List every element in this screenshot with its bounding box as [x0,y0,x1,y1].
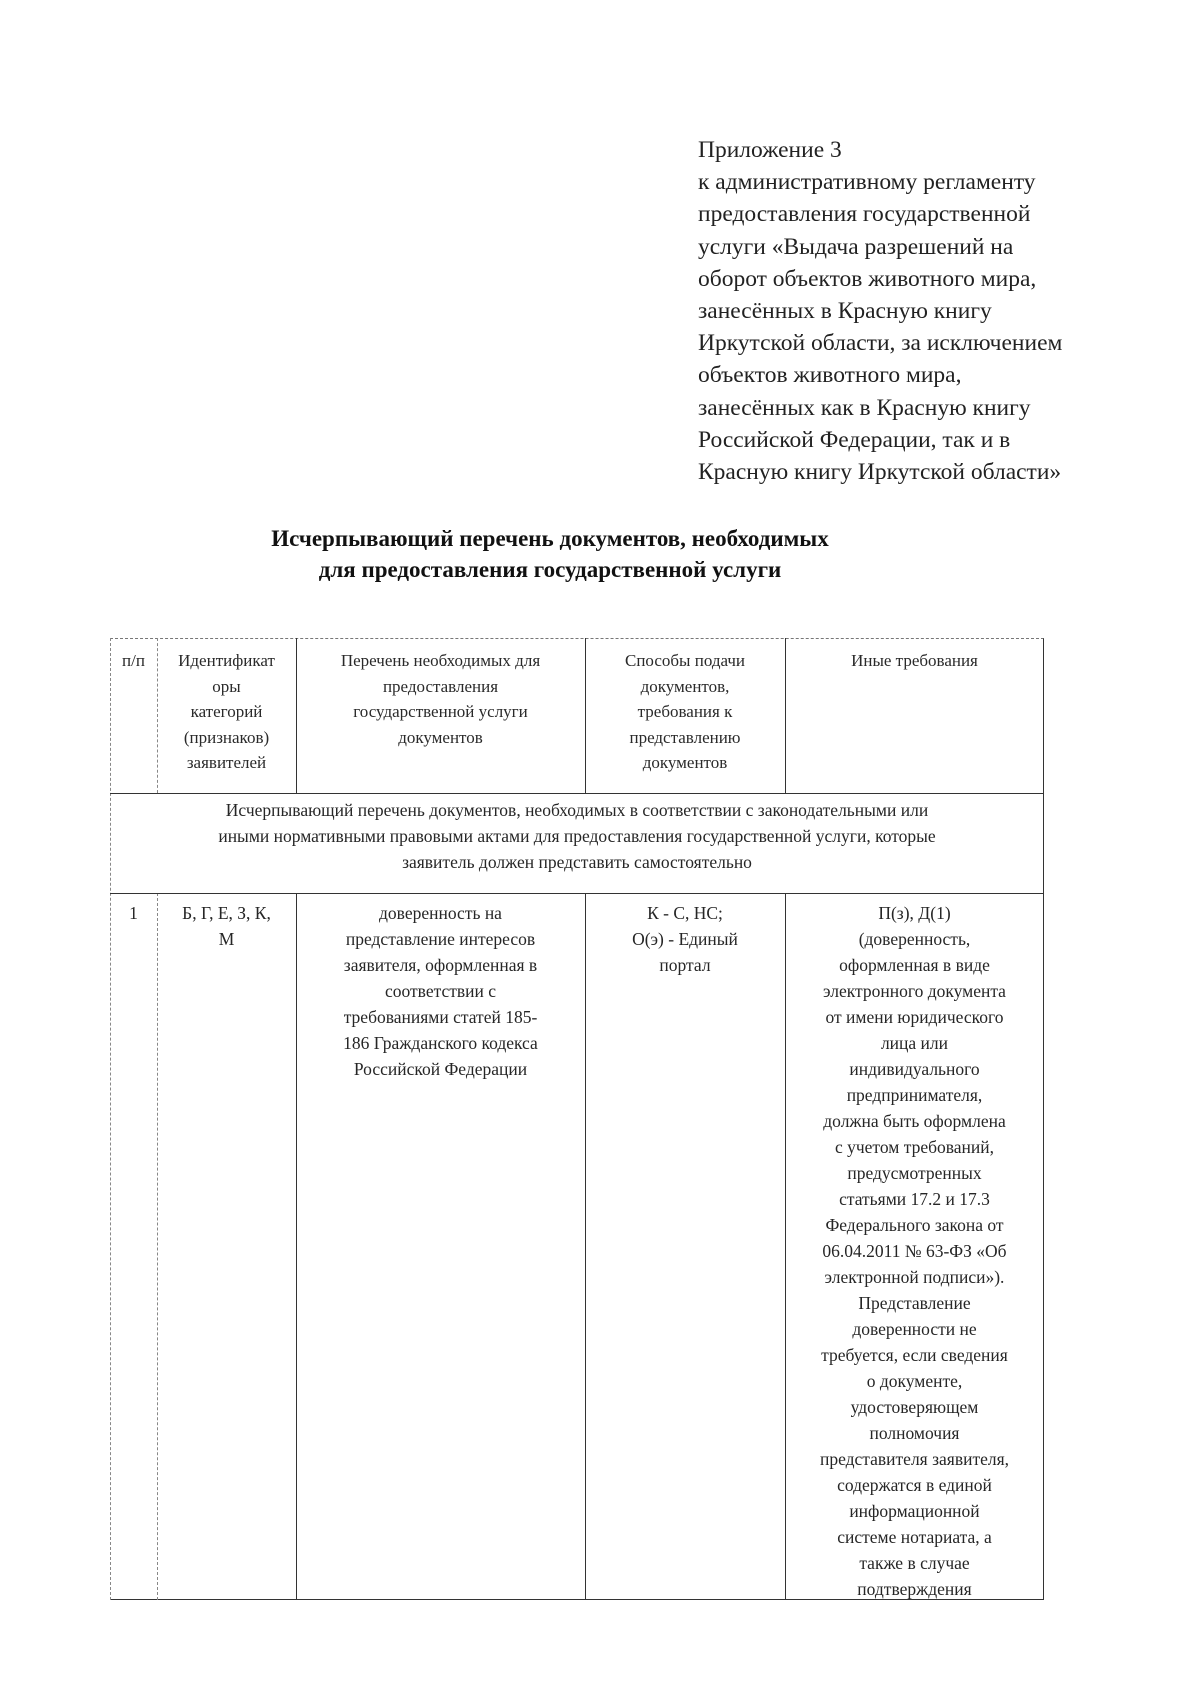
cell-line: содержатся в единой [837,1475,992,1495]
cell-line: удостоверяющем [850,1397,979,1417]
cell-line: Российской Федерации [353,1059,528,1079]
row-other-requirements [785,900,1044,1602]
column-divider-3-body [585,893,586,1600]
cell-line: К - С, НС; [647,903,723,923]
appendix-line: Российской Федерации, так и в [698,426,1011,453]
cell-line: представителя заявителя, [819,1449,1010,1469]
cell-line: М [218,929,235,949]
row-submission-methods [585,900,785,978]
cell-line: с учетом требований, [834,1137,995,1157]
header-other-requirements [785,648,1044,674]
cell-line: предусмотренных [847,1163,982,1183]
cell-line: требуется, если сведения [821,1345,1008,1365]
header-submission-methods [585,648,785,776]
cell-line: доверенности не [852,1319,977,1339]
appendix-line: занесённых как в Красную книгу [698,394,1031,421]
section-line: Исчерпывающий перечень документов, необходимых в соответствии с законодательными или [225,800,929,820]
cell-line: представление интересов [345,929,536,949]
header-categories [157,648,296,776]
cell-line: электронной подписи»). [824,1267,1005,1287]
header-bottom-rule [110,793,1044,794]
cell-line: Федерального закона от [825,1215,1004,1235]
header-line: п/п [122,651,145,670]
appendix-line: Иркутской области, за исключением [698,330,1063,357]
cell-line: системе нотариата, а [837,1527,992,1547]
appendix-line: к административному регламенту [698,169,1036,196]
header-line: представлению [629,727,741,747]
cell-line: П(з), Д(1) [878,903,951,923]
cell-line: 1 [129,903,138,923]
cell-line: должна быть оформлена [823,1111,1006,1131]
cell-line: 186 Гражданского кодекса [343,1033,538,1053]
section-heading-row [112,797,1042,875]
appendix-line: оборот объектов животного мира, [698,265,1037,292]
cell-line: также в случае [859,1553,970,1573]
appendix-line: занесённых в Красную книгу [698,298,992,325]
header-line: Идентификат [178,651,275,670]
cell-line: требованиями статей 185- [343,1007,538,1027]
section-bottom-rule [110,893,1044,894]
cell-line: полномочия [869,1423,960,1443]
cell-line: лица или [880,1033,949,1053]
cell-line: информационной [849,1501,980,1521]
row-number [110,900,157,926]
title-line: для предоставления государственной услуги [318,557,782,582]
appendix-line: Красную книгу Иркутской области» [698,459,1062,486]
appendix-line: предоставления государственной [698,201,1031,228]
cell-line: подтверждения [857,1579,972,1599]
cell-line: 06.04.2011 № 63-ФЗ «Об [822,1241,1007,1261]
table-left-border [110,638,111,1600]
cell-line: О(э) - Единый [632,929,738,949]
appendix-line: Приложение 3 [698,137,842,163]
cell-line: Б, Г, Е, З, К, [182,903,271,923]
title-line: Исчерпывающий перечень документов, необходимых [271,526,829,551]
cell-line: соответствии с [384,981,497,1001]
header-line: документов [642,753,728,772]
cell-line: портал [659,955,711,975]
row-document [296,900,585,1082]
header-line: предоставления [382,676,499,696]
cell-line: предпринимателя, [846,1085,983,1105]
header-line: требования к [637,702,733,721]
header-documents [296,648,585,750]
cell-line: заявителя, оформленная в [343,955,538,975]
header-line: документов [398,727,483,747]
header-line: документов, [640,676,730,696]
appendix-line: услуги «Выдача разрешений на [698,233,1014,260]
appendix-heading [698,134,1178,488]
header-line: (признаков) [183,727,270,747]
section-line: заявитель должен представить самостоятельно [402,852,752,872]
header-line: Иные требования [851,651,978,670]
cell-line: оформленная в виде [839,955,990,975]
cell-line: Представление [858,1293,971,1313]
cell-line: (доверенность, [858,929,971,949]
appendix-line: объектов животного мира, [698,362,962,389]
cell-line: статьями 17.2 и 17.3 [839,1189,990,1209]
cell-line: от имени юридического [825,1007,1004,1027]
document-title [150,523,950,585]
header-num [110,648,157,674]
cell-line: доверенность на [379,903,502,923]
column-divider-1-body [157,893,158,1600]
cell-line: электронного документа [823,981,1006,1001]
header-line: заявителей [186,753,267,772]
header-line: государственной услуги [353,702,528,721]
cell-line: индивидуального [849,1059,980,1079]
cell-line: о документе, [866,1371,963,1391]
section-line: иными нормативными правовыми актами для предоставления государственной услуги, которые [218,826,936,846]
header-line: категорий [190,702,263,721]
header-line: Способы подачи [625,651,745,670]
header-line: оры [212,676,241,696]
header-line: Перечень необходимых для [340,651,541,670]
row-categories [157,900,296,952]
